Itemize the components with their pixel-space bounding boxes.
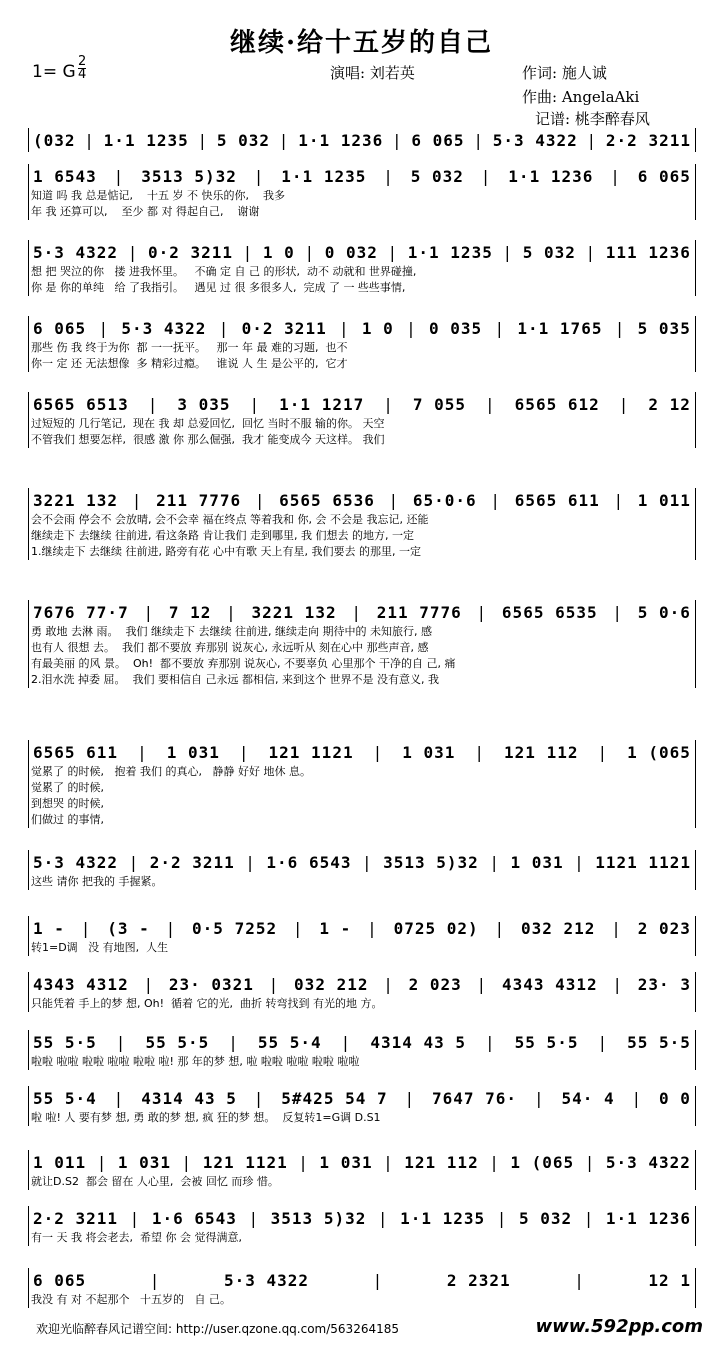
barline: | <box>98 318 110 338</box>
measure: 3513 5)32 <box>383 852 479 872</box>
lyric-line: 想 把 哭泣的你 搂 进我怀里。 不确 定 自 己 的形状, 动不 动就和 世界碰撞, <box>31 265 417 278</box>
measure: 032 212 <box>520 918 596 938</box>
measure: 5·3 4322 <box>492 130 578 150</box>
barline: | <box>485 1032 496 1052</box>
barline: | <box>254 490 266 510</box>
measure: 2·2 3211 <box>33 1208 119 1228</box>
lyric-line: 这些 请你 把我的 手握紧。 <box>31 875 163 888</box>
measure: 4343 4312 <box>33 974 129 994</box>
score-line <box>28 488 696 560</box>
score-line <box>28 1206 696 1246</box>
measure: 1 - <box>33 918 65 938</box>
barline: | <box>586 130 598 150</box>
barline: | <box>372 742 384 762</box>
barline: | <box>304 242 316 262</box>
barline: | <box>597 742 609 762</box>
measure: 211 7776 <box>156 490 242 510</box>
score-line <box>28 1086 696 1126</box>
measure: 6565 6536 <box>279 490 375 510</box>
measure: 5·3 4322 <box>33 852 119 872</box>
barline: | <box>631 1088 643 1108</box>
measure: 6 065 <box>637 166 691 186</box>
footer-note: 欢迎光临醉春风记谱空间: http://user.qzone.qq.com/563264185 <box>36 1322 400 1336</box>
notes-row <box>29 740 695 764</box>
transcriber-credit: 记谱: 桃李醉春风 <box>535 110 650 128</box>
barline: | <box>387 242 399 262</box>
score-line <box>28 392 696 448</box>
measure: 55 5·4 <box>257 1032 322 1052</box>
notes-row <box>29 1150 695 1174</box>
measure: 5 0·6 <box>637 602 691 622</box>
measure: 55 5·5 <box>627 1032 691 1052</box>
lyric-line: 有一 天 我 将会老去, 希望 你 会 觉得满意, <box>31 1231 242 1244</box>
barline: | <box>404 1088 416 1108</box>
barline: | <box>574 852 585 872</box>
measure: 121 1121 <box>268 742 354 762</box>
barline: | <box>367 918 378 938</box>
barline: | <box>613 490 625 510</box>
notes-row <box>29 488 695 512</box>
lyric-line: 只能凭着 手上的梦 想, Oh! 循着 它的光, 曲折 转弯找到 有光的地 方。 <box>31 997 383 1010</box>
score-line <box>28 1030 696 1070</box>
measure: 121 112 <box>504 742 579 762</box>
measure: 1 031 <box>402 742 456 762</box>
barline: | <box>383 1152 394 1172</box>
barline: | <box>80 918 92 938</box>
barline: | <box>383 166 394 186</box>
barline: | <box>253 166 265 186</box>
barline: | <box>383 974 394 994</box>
score-line <box>28 1268 696 1308</box>
lyric-line: 啦啦 啦啦 啦啦 啦啦 啦啦 啦! 那 年的梦 想, 啦 啦啦 啦啦 啦啦 啦啦 <box>31 1055 360 1068</box>
measure: 1 031 <box>166 742 220 762</box>
barline: | <box>128 852 140 872</box>
lyric-line: 们做过 的事情, <box>31 813 104 826</box>
notes-row <box>29 916 695 940</box>
barline: | <box>218 318 230 338</box>
measure: 0 0 <box>659 1088 691 1108</box>
lyric-line: 勇 敢地 去淋 雨。 我们 继续走下 去继续 往前进, 继续走向 期待中的 未知旅行, 感 <box>31 625 432 638</box>
measure: 54· 4 <box>561 1088 615 1108</box>
measure: 0·2 3211 <box>241 318 327 338</box>
measure: 3221 132 <box>33 490 119 510</box>
measure: 2 12 <box>648 394 691 414</box>
measure: 1 0 <box>262 242 295 262</box>
measure: 5·3 4322 <box>223 1270 310 1290</box>
measure: 1·6 6543 <box>266 852 352 872</box>
measure: 1·1 1235 <box>281 166 367 186</box>
measure: 4343 4312 <box>501 974 598 994</box>
lyric-line: 你 是 你的单纯 给 了我指引。 遇见 过 很 多很多人, 完成 了 一 些些事情, <box>31 281 406 294</box>
measure: 6 065 <box>33 1270 87 1290</box>
measure: 1 - <box>319 918 352 938</box>
barline: | <box>485 394 496 414</box>
barline: | <box>338 318 350 338</box>
measure: 23· 0321 <box>168 974 254 994</box>
measure: 3 035 <box>177 394 231 414</box>
lyric-line: 我没 有 对 不起那个 十五岁的 自 己。 <box>31 1293 231 1306</box>
measure: 032 212 <box>294 974 369 994</box>
measure: 65·0·6 <box>412 490 477 510</box>
measure: 1·1 1236 <box>298 130 384 150</box>
measure: 121 112 <box>404 1152 479 1172</box>
barline: | <box>249 394 261 414</box>
measure: 55 5·5 <box>145 1032 210 1052</box>
barline: | <box>612 602 624 622</box>
measure: 1·6 6543 <box>151 1208 237 1228</box>
score-line <box>28 128 696 152</box>
measure: 4314 43 5 <box>141 1088 237 1108</box>
measure: 1 0 <box>361 318 394 338</box>
measure: 1 031 <box>319 1152 373 1172</box>
measure: 0 035 <box>429 318 483 338</box>
lyric-line: 年 我 还算可以, 至少 都 对 得起自己, 谢谢 <box>31 205 260 218</box>
barline: | <box>489 852 500 872</box>
barline: | <box>392 130 403 150</box>
barline: | <box>388 490 400 510</box>
barline: | <box>583 1208 595 1228</box>
measure: 2·2 3211 <box>605 130 691 150</box>
measure: 1·1 1765 <box>517 318 603 338</box>
barline: | <box>268 974 280 994</box>
measure: 1·1 1217 <box>279 394 365 414</box>
notes-row <box>29 1086 695 1110</box>
time-signature <box>78 56 86 81</box>
measure: 0725 02) <box>393 918 479 938</box>
measure: 0 032 <box>324 242 378 262</box>
measure: 0·5 7252 <box>192 918 278 938</box>
lyric-line: 觉累了 的时候, <box>31 781 104 794</box>
measure: 23· 3 <box>637 974 691 994</box>
measure: 7676 77·7 <box>33 602 129 622</box>
measure: 12 1 <box>648 1270 691 1290</box>
lyric-line: 啦 啦! 人 要有梦 想, 勇 敢的梦 想, 疯 狂的梦 想。 反复转1=G调 D.S1 <box>31 1111 381 1124</box>
lyric-line: 有最美丽 的风 景。 Oh! 都不要放 弃那别 说灰心, 不要辜负 心里那个 干净的自 己, 痛 <box>31 657 456 670</box>
measure: 6565 612 <box>514 394 600 414</box>
measure: 55 5·5 <box>33 1032 97 1052</box>
measure: 5·3 4322 <box>121 318 207 338</box>
barline: | <box>406 318 417 338</box>
measure: 7 055 <box>412 394 467 414</box>
lyric-line: 到想哭 的时候, <box>31 797 104 810</box>
measure: 211 7776 <box>376 602 462 622</box>
barline: | <box>129 1208 141 1228</box>
notes-row <box>29 316 695 340</box>
lyric-line: 转1=D调 没 有地图, 人生 <box>31 941 169 954</box>
barline: | <box>490 490 501 510</box>
barline: | <box>165 918 177 938</box>
barline: | <box>611 918 622 938</box>
notes-row <box>29 600 695 624</box>
barline: | <box>614 318 626 338</box>
barline: | <box>113 1088 125 1108</box>
measure: 55 5·4 <box>33 1088 97 1108</box>
lyric-line: 2.泪水洗 掉委 屈。 我们 要相信自 己永远 都相信, 来到这个 世界不是 没有意义, 我 <box>31 673 439 686</box>
barline: | <box>584 1152 596 1172</box>
barline: | <box>197 130 209 150</box>
barline: | <box>474 742 486 762</box>
lyric-line: 那些 伤 我 终于为你 都 一一抚平。 那一 年 最 难的习题, 也不 <box>31 341 348 354</box>
notes-row <box>29 972 695 996</box>
measure: 111 1236 <box>605 242 691 262</box>
score-line <box>28 164 696 220</box>
score-line <box>28 850 696 890</box>
barline: | <box>248 1208 260 1228</box>
measure: 7647 76· <box>432 1088 518 1108</box>
barline: | <box>143 602 155 622</box>
measure: 3513 5)32 <box>270 1208 367 1228</box>
measure: 3221 132 <box>251 602 337 622</box>
measure: 1 011 <box>637 490 691 510</box>
measure: 1121 1121 <box>595 852 691 872</box>
score-line <box>28 972 696 1012</box>
barline: | <box>181 1152 193 1172</box>
key-signature: 1= G <box>32 62 76 82</box>
barline: | <box>476 974 488 994</box>
barline: | <box>574 1270 585 1290</box>
barline: | <box>383 394 394 414</box>
barline: | <box>228 1032 239 1052</box>
barline: | <box>618 394 630 414</box>
measure: 1·1 1235 <box>103 130 189 150</box>
barline: | <box>127 242 139 262</box>
barline: | <box>340 1032 352 1052</box>
measure: 0·2 3211 <box>147 242 234 262</box>
measure: 2 2321 <box>446 1270 511 1290</box>
measure: 1 (065 <box>627 742 691 762</box>
barline: | <box>476 602 488 622</box>
barline: | <box>278 130 290 150</box>
barline: | <box>377 1208 389 1228</box>
time-signature-bottom: 4 <box>78 67 87 82</box>
lyric-line: 也有人 很想 去。 我们 都不要放 弃那别 说灰心, 永远听从 刻在心中 那些声音, 感 <box>31 641 429 654</box>
barline: | <box>494 318 506 338</box>
lyric-line: 过短短的 几行笔记, 现在 我 却 总爱回忆, 回忆 当时不服 输的你。 天空 <box>31 417 385 430</box>
barline: | <box>610 166 621 186</box>
lyric-line: 不管我们 想要怎样, 很感 激 你 那么倔强, 我才 能变成今 天这样。 我们 <box>31 433 385 446</box>
barline: | <box>494 918 506 938</box>
barline: | <box>298 1152 309 1172</box>
measure: 6565 6513 <box>33 394 129 414</box>
measure: 5 032 <box>410 166 464 186</box>
measure: 5 035 <box>637 318 691 338</box>
barline: | <box>137 742 148 762</box>
measure: 121 1121 <box>202 1152 288 1172</box>
barline: | <box>149 1270 161 1290</box>
measure: 3513 5)32 <box>141 166 237 186</box>
measure: 6565 611 <box>514 490 600 510</box>
measure: 1·1 1235 <box>407 242 493 262</box>
site-watermark: www.592pp.com <box>535 1316 703 1337</box>
measure: 2·2 3211 <box>149 852 235 872</box>
barline: | <box>480 166 492 186</box>
lyric-line: 1.继续走下 去继续 往前进, 路旁有花 心中有歌 天上有星, 我们要去 的那里, 一定 <box>31 545 421 558</box>
measure: 6565 611 <box>33 742 119 762</box>
barline: | <box>96 1152 108 1172</box>
barline: | <box>502 242 514 262</box>
lyric-line: 觉累了 的时候, 抱着 我们 的真心, 静静 好好 地休 息。 <box>31 765 311 778</box>
barline: | <box>147 394 159 414</box>
singer-credit: 演唱: 刘若英 <box>330 64 415 82</box>
measure: 1·1 1236 <box>605 1208 691 1228</box>
lyric-line: 你一 定 还 无法想像 多 精彩过瘾。 谁说 人 生 是公平的, 它才 <box>31 357 348 370</box>
measure: 1 (065 <box>510 1152 575 1172</box>
lyric-line: 会不会雨 停会不 会放晴, 会不会幸 福在终点 等着我和 你, 会 不会是 我忘记, 还能 <box>31 513 429 526</box>
barline: | <box>496 1208 508 1228</box>
barline: | <box>489 1152 500 1172</box>
barline: | <box>84 130 95 150</box>
barline: | <box>292 918 304 938</box>
score-line <box>28 740 696 828</box>
notes-row <box>29 164 695 188</box>
notes-row <box>29 1206 695 1230</box>
time-signature-top: 2 <box>78 54 87 69</box>
measure: (032 <box>33 130 76 150</box>
measure: 5 032 <box>518 1208 573 1228</box>
barline: | <box>242 242 254 262</box>
measure: 2 023 <box>408 974 462 994</box>
lyric-line: 就让D.S2 都会 留在 人心里, 会被 回忆 而珍 惜。 <box>31 1175 279 1188</box>
score-line <box>28 316 696 372</box>
lyric-line: 知道 吗 我 总是惦记, 十五 岁 不 快乐的你, 我多 <box>31 189 285 202</box>
measure: 5 032 <box>522 242 576 262</box>
barline: | <box>238 742 250 762</box>
score-line <box>28 600 696 688</box>
score-line <box>28 1150 696 1190</box>
measure: 1 6543 <box>33 166 97 186</box>
measure: 1·1 1236 <box>508 166 594 186</box>
measure: 1 011 <box>33 1152 87 1172</box>
measure: 5#425 54 7 <box>281 1088 388 1108</box>
measure: 5·3 4322 <box>33 242 119 262</box>
lyricist-credit: 作词: 施人诚 <box>522 64 607 82</box>
score-line <box>28 240 696 296</box>
notes-row <box>29 128 695 152</box>
barline: | <box>351 602 362 622</box>
barline: | <box>585 242 597 262</box>
measure: 55 5·5 <box>514 1032 579 1052</box>
notes-row <box>29 392 695 416</box>
barline: | <box>473 130 484 150</box>
measure: 4314 43 5 <box>370 1032 467 1052</box>
barline: | <box>245 852 256 872</box>
barline: | <box>253 1088 265 1108</box>
measure: 7 12 <box>168 602 212 622</box>
barline: | <box>597 1032 609 1052</box>
notes-row <box>29 1268 695 1292</box>
barline: | <box>361 852 373 872</box>
measure: 1·1 1235 <box>400 1208 486 1228</box>
measure: 6565 6535 <box>501 602 598 622</box>
lyric-line: 继续走下 去继续 往前进, 看这条路 肯让我们 走到哪里, 我 们想去 的地方, 一定 <box>31 529 414 542</box>
barline: | <box>226 602 237 622</box>
measure: 5 032 <box>216 130 271 150</box>
barline: | <box>533 1088 545 1108</box>
barline: | <box>113 166 125 186</box>
barline: | <box>612 974 624 994</box>
composer-credit: 作曲: AngelaAki <box>522 88 640 106</box>
barline: | <box>143 974 155 994</box>
barline: | <box>372 1270 384 1290</box>
notes-row <box>29 240 695 264</box>
barline: | <box>115 1032 127 1052</box>
barline: | <box>131 490 143 510</box>
measure: 1 031 <box>510 852 564 872</box>
measure: 6 065 <box>33 318 87 338</box>
notes-row <box>29 850 695 874</box>
notes-row <box>29 1030 695 1054</box>
measure: 2 023 <box>637 918 691 938</box>
score-line <box>28 916 696 956</box>
page-title: 继续·给十五岁的自己 <box>229 28 494 58</box>
measure: 6 065 <box>411 130 465 150</box>
measure: 5·3 4322 <box>605 1152 691 1172</box>
measure: 1 031 <box>117 1152 172 1172</box>
measure: (3 - <box>107 918 150 938</box>
